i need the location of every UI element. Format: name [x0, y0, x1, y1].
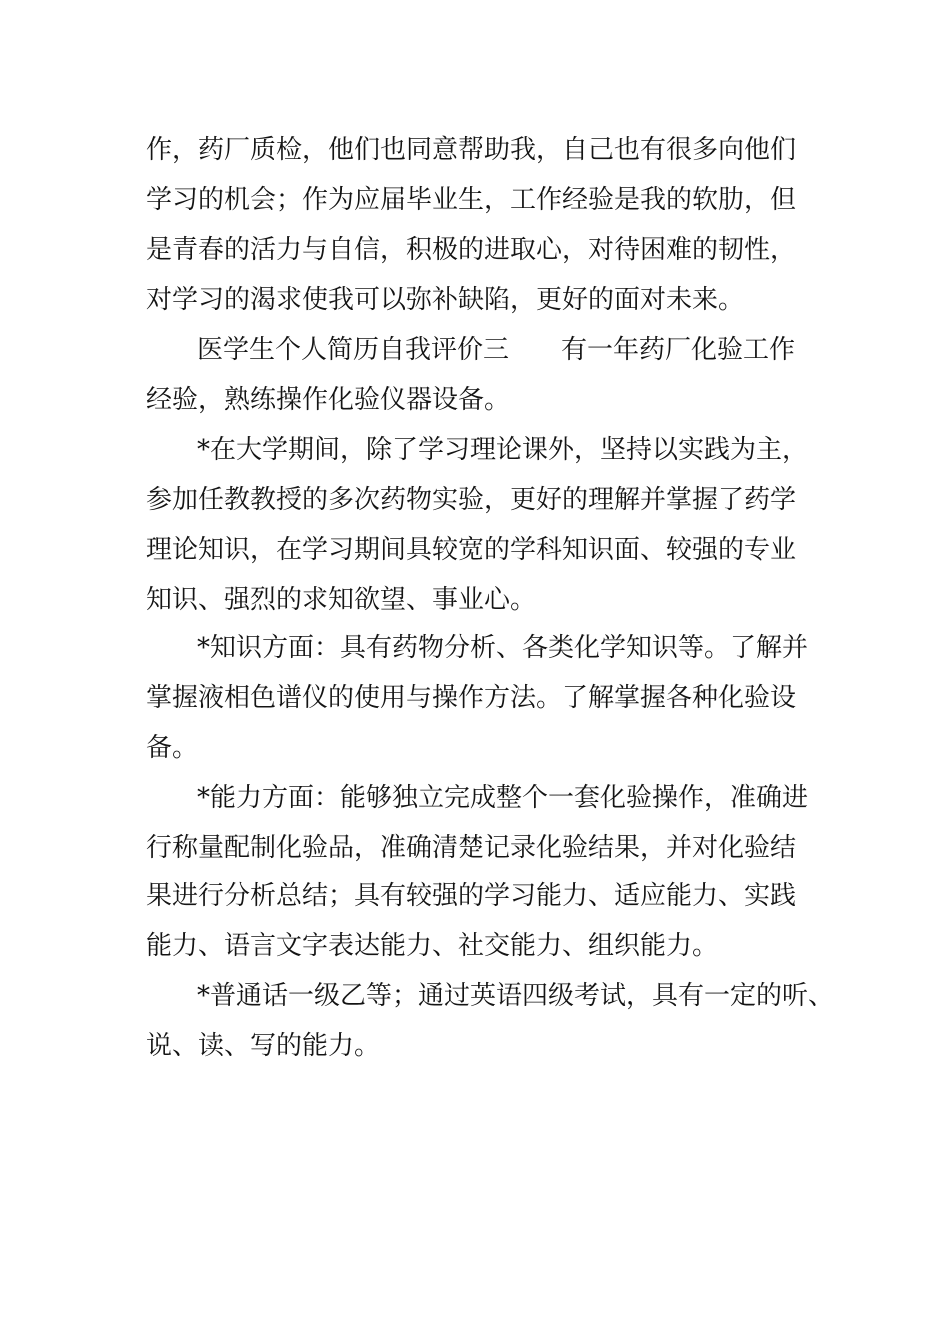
text-line: 学习的机会；作为应届毕业生，工作经验是我的软肋，但	[146, 185, 797, 215]
text-line: 掌握液相色谱仪的使用与操作方法。了解掌握各种化验设	[146, 683, 797, 713]
text-line: *在大学期间，除了学习理论课外，坚持以实践为主，	[197, 435, 809, 465]
text-line: 备。	[146, 733, 199, 763]
text-line: 参加任教教授的多次药物实验，更好的理解并掌握了药学	[146, 485, 797, 515]
text-line: 作，药厂质检，他们也同意帮助我，自己也有很多向他们	[146, 135, 797, 165]
text-line: *能力方面：能够独立完成整个一套化验操作，准确进	[197, 783, 809, 813]
text-line: 果进行分析总结；具有较强的学习能力、适应能力、实践	[146, 881, 797, 911]
text-line: 说、读、写的能力。	[146, 1031, 381, 1061]
text-line: 对学习的渴求使我可以弥补缺陷，更好的面对未来。	[146, 285, 745, 315]
text-line: 知识、强烈的求知欲望、事业心。	[146, 585, 537, 615]
text-line: *普通话一级乙等；通过英语四级考试，具有一定的听、	[197, 981, 835, 1011]
text-line: 行称量配制化验品，准确清楚记录化验结果，并对化验结	[146, 833, 797, 863]
section-heading-line: 医学生个人简历自我评价三 有一年药厂化验工作	[197, 335, 796, 365]
text-line: 能力、语言文字表达能力、社交能力、组织能力。	[146, 931, 719, 961]
text-line: 经验，熟练操作化验仪器设备。	[146, 385, 511, 415]
text-line: 理论知识，在学习期间具较宽的学科知识面、较强的专业	[146, 535, 797, 565]
text-line: 是青春的活力与自信，积极的进取心，对待困难的韧性，	[146, 235, 797, 265]
text-line: *知识方面：具有药物分析、各类化学知识等。了解并	[197, 633, 809, 663]
